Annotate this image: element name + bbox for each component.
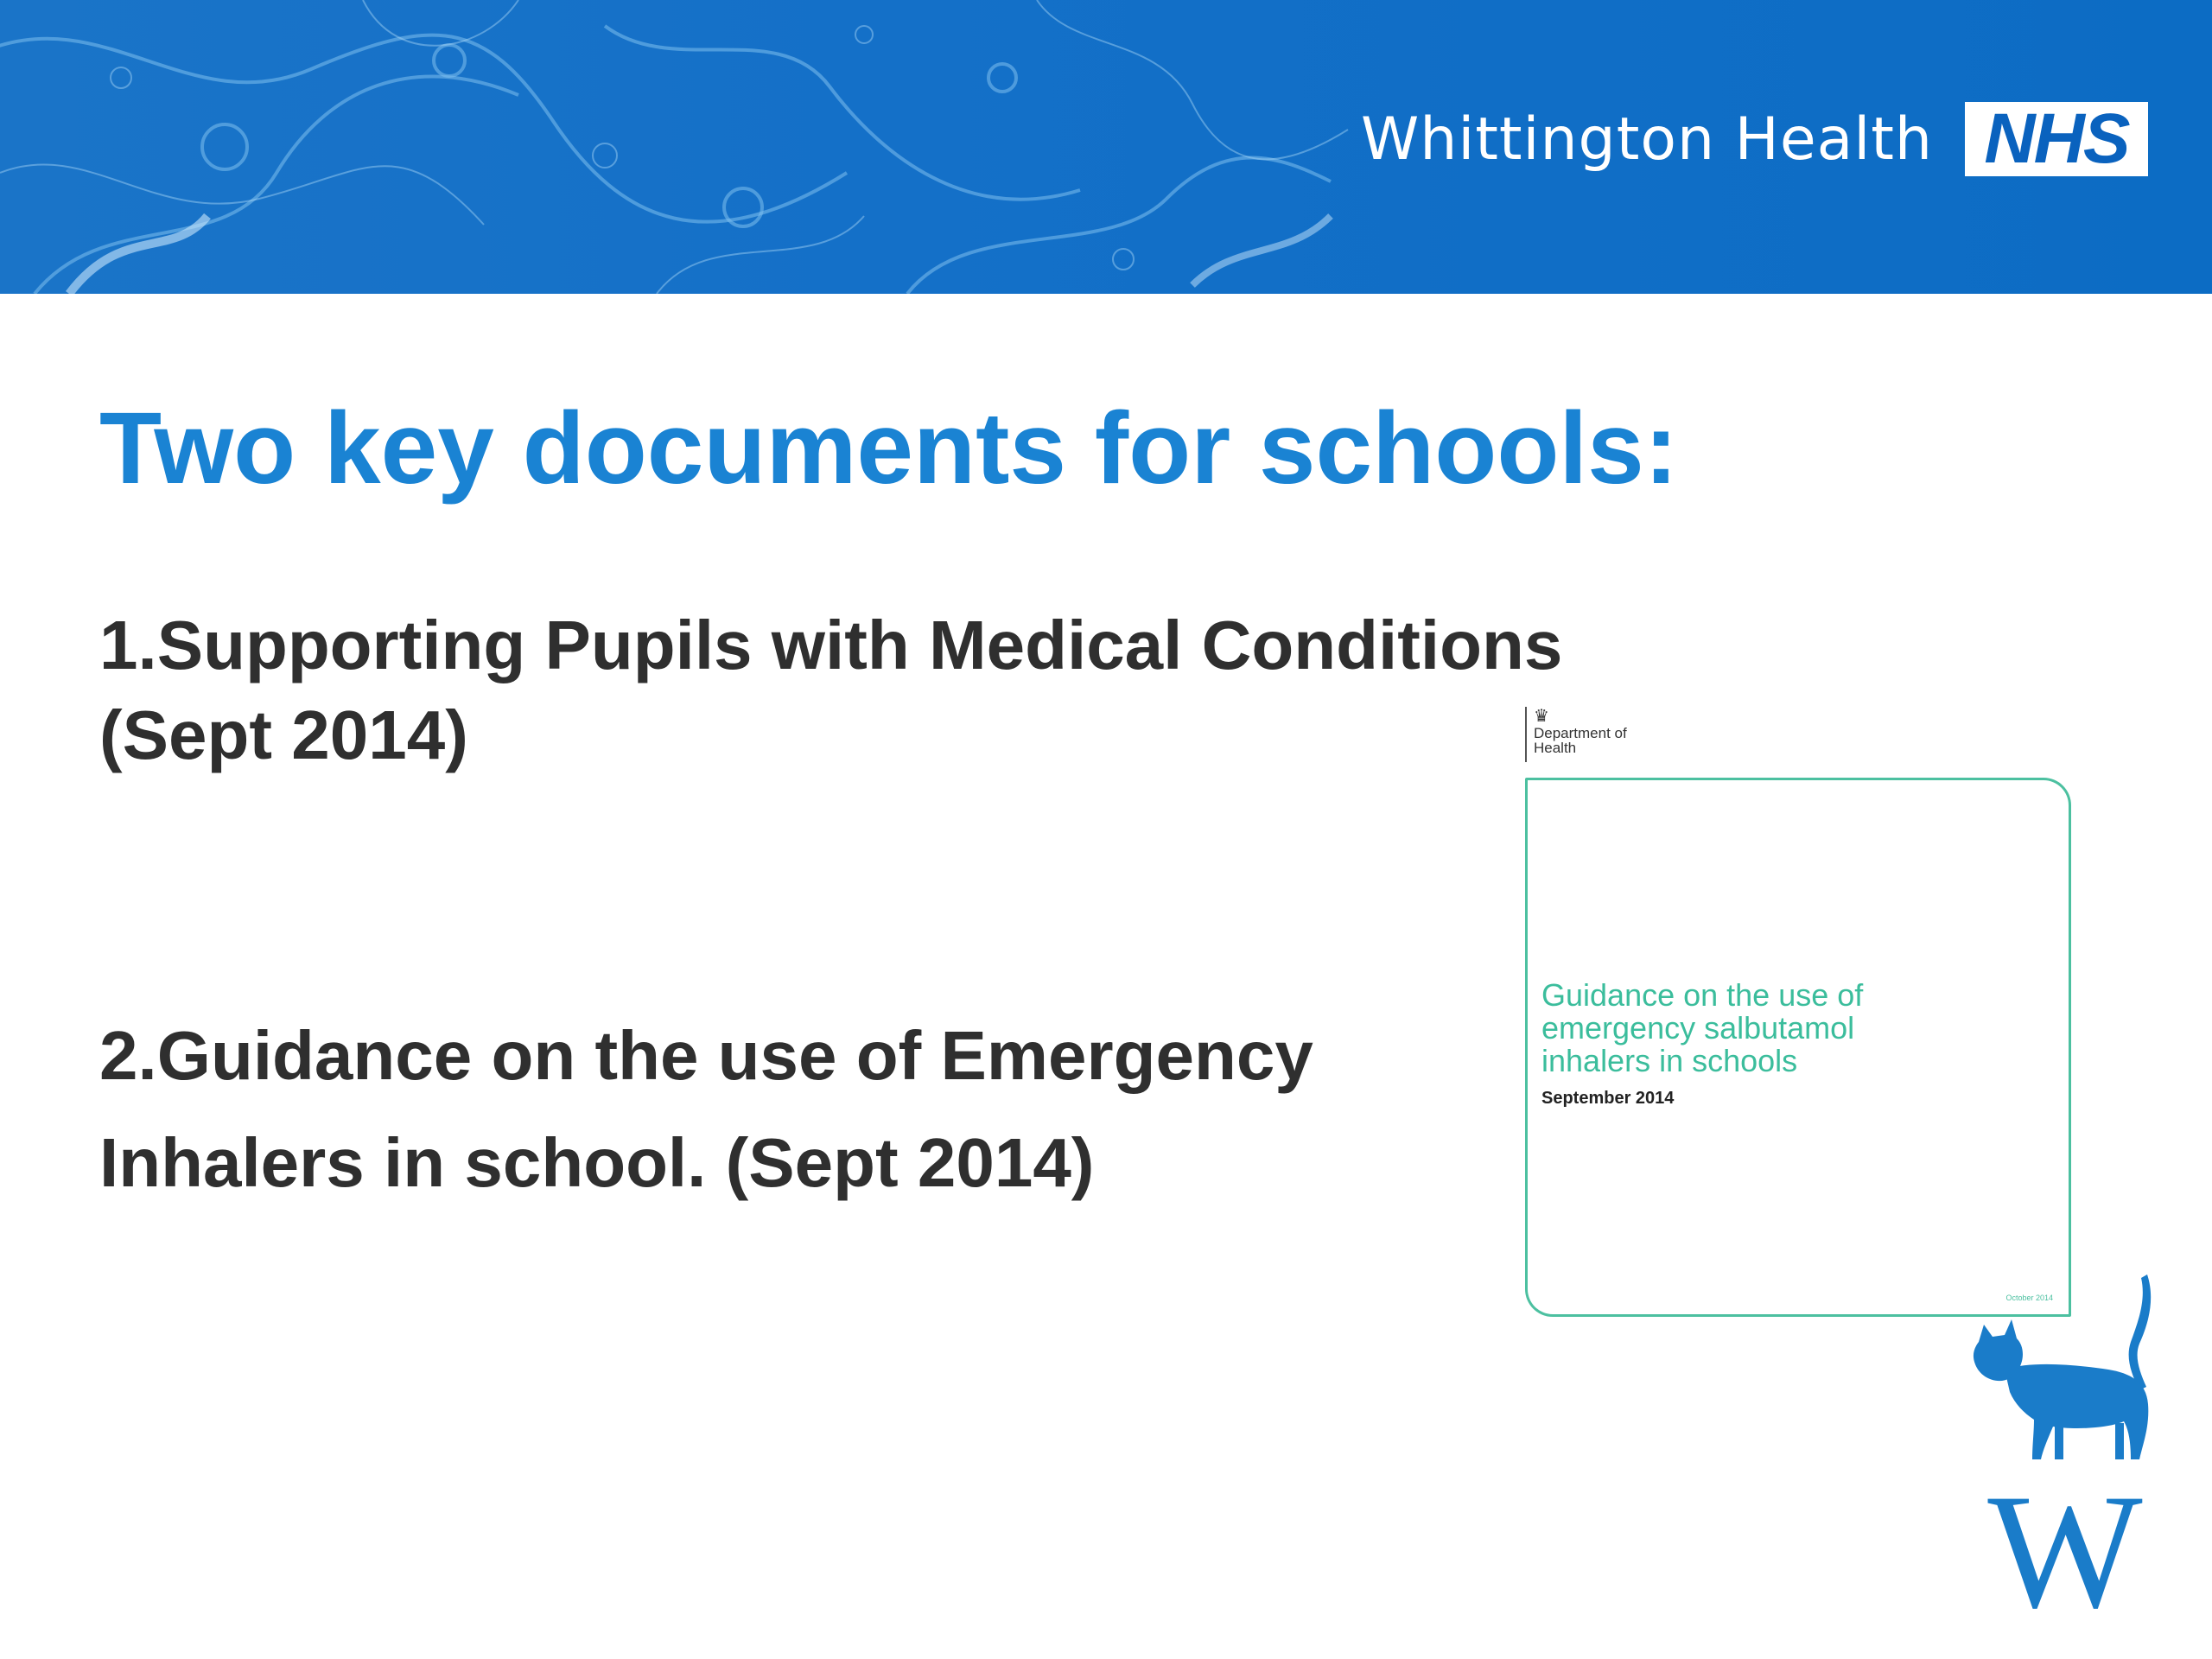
organisation-name: Whittington Health bbox=[1361, 105, 1933, 174]
royal-crest-icon: ♛ bbox=[1534, 707, 1549, 726]
list-item bbox=[99, 601, 1562, 780]
document-cover-frame bbox=[1525, 778, 2071, 1317]
document-cover-thumbnail bbox=[1525, 707, 2078, 1322]
document-title-line: inhalers in schools bbox=[1541, 1043, 1798, 1078]
list-item bbox=[99, 1002, 1313, 1217]
whittington-cat-icon bbox=[1970, 1274, 2160, 1611]
department-logo bbox=[1525, 707, 1637, 762]
department-name: Department of Health bbox=[1534, 725, 1627, 756]
list-item-line: (Sept 2014) bbox=[99, 696, 468, 773]
document-title-line: Guidance on the use of bbox=[1541, 977, 1864, 1013]
document-title-line: emergency salbutamol bbox=[1541, 1010, 1855, 1046]
list-item-line: Inhalers in school. (Sept 2014) bbox=[99, 1124, 1095, 1201]
cat-logo-letter: W bbox=[1987, 1461, 2143, 1611]
nhs-logo-text: NHS bbox=[1984, 99, 2129, 178]
list-item-line: 2.Guidance on the use of Emergency bbox=[99, 1017, 1313, 1094]
header-banner bbox=[0, 0, 2212, 294]
document-title bbox=[1541, 979, 1991, 1077]
slide-title: Two key documents for schools: bbox=[99, 391, 1679, 505]
decorative-swirls bbox=[0, 0, 1382, 294]
list-item-line: 1.Supporting Pupils with Medical Conditions bbox=[99, 607, 1563, 683]
document-footer-date: October 2014 bbox=[2005, 1294, 2053, 1302]
nhs-logo bbox=[1965, 99, 2148, 178]
document-date: September 2014 bbox=[1541, 1089, 1675, 1108]
